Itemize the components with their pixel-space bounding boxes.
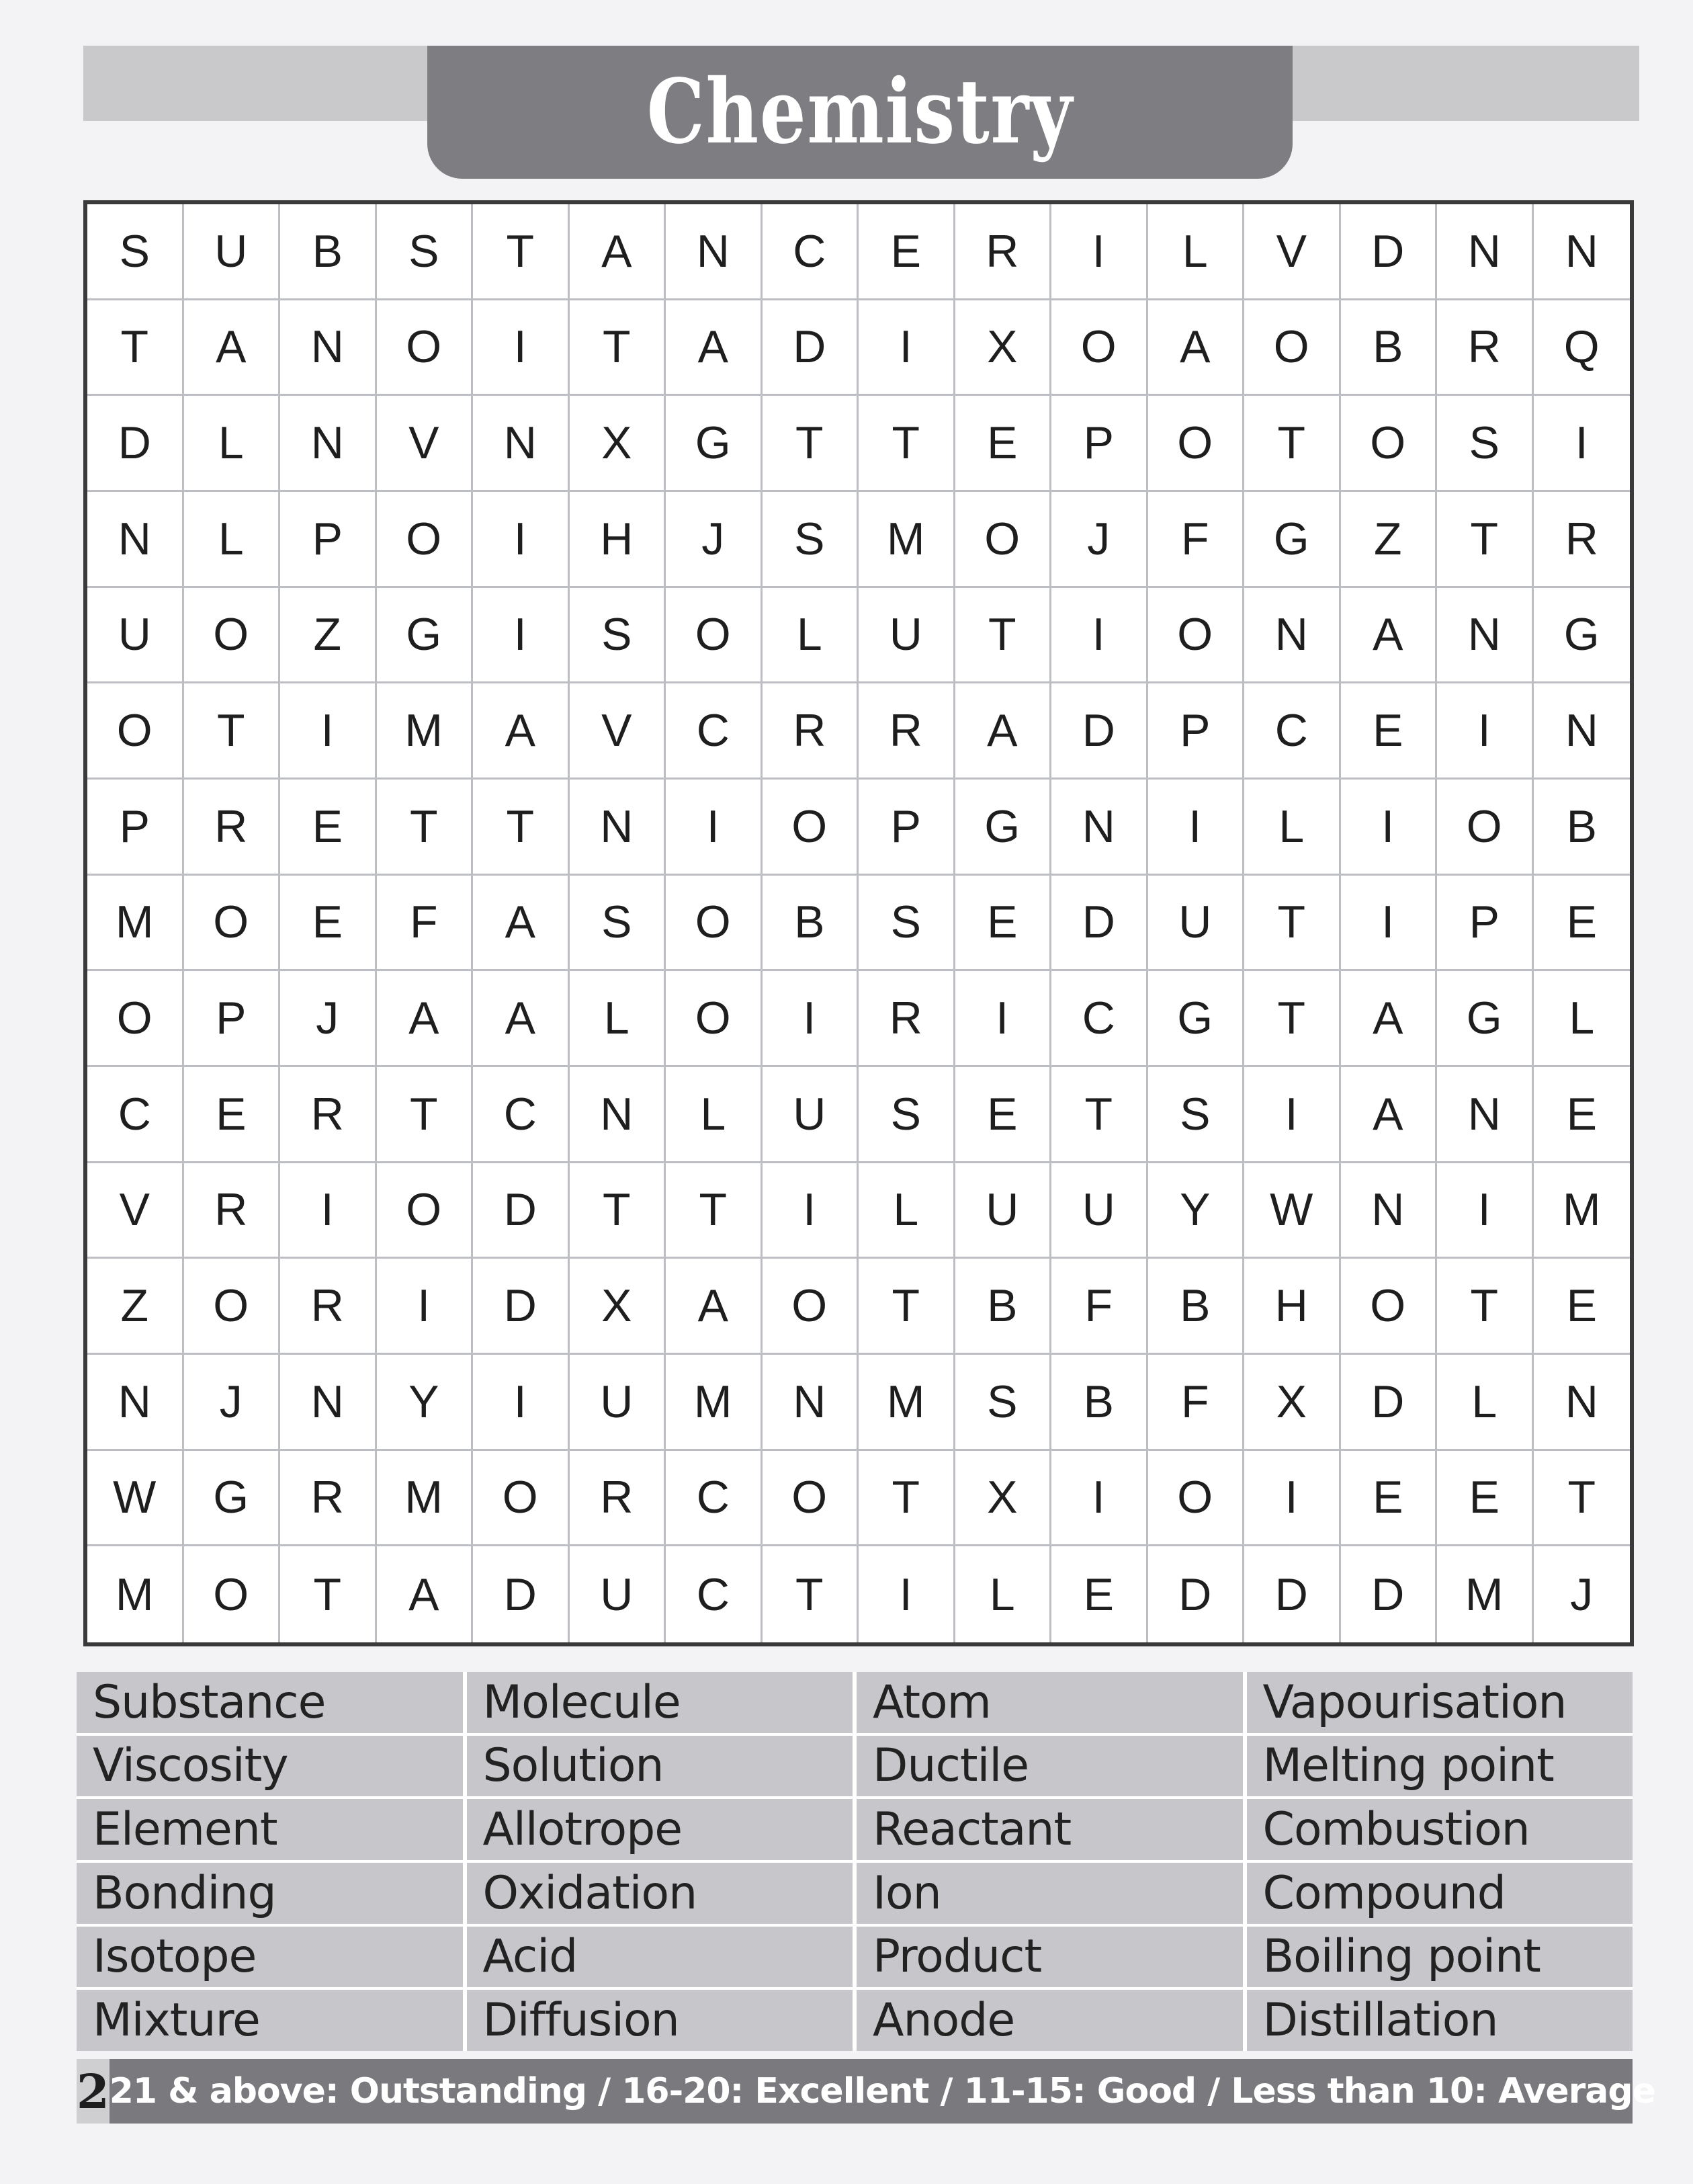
grid-cell[interactable]: L	[1148, 204, 1245, 300]
grid-cell[interactable]: O	[1148, 588, 1245, 684]
grid-cell[interactable]: J	[666, 492, 763, 588]
grid-cell[interactable]: N	[1437, 204, 1534, 300]
grid-cell[interactable]: I	[1341, 876, 1438, 972]
grid-cell[interactable]: O	[763, 1451, 859, 1547]
grid-cell[interactable]: O	[184, 1259, 281, 1355]
grid-cell[interactable]: O	[1341, 396, 1438, 492]
grid-cell[interactable]: S	[1148, 1067, 1245, 1163]
scoring-guide: 21 & above: Outstanding / 16-20: Excellent / 11-15: Good / Less than 10: Average	[109, 2071, 1655, 2111]
grid-cell[interactable]: O	[1148, 396, 1245, 492]
grid-cell[interactable]: C	[1051, 971, 1148, 1067]
grid-cell[interactable]: D	[1341, 1546, 1438, 1642]
grid-cell[interactable]: N	[570, 1067, 666, 1163]
grid-cell[interactable]: T	[570, 300, 666, 396]
grid-cell[interactable]: A	[955, 683, 1052, 780]
grid-cell[interactable]: Z	[280, 588, 377, 684]
footer-bar	[77, 2059, 1655, 2124]
word-list-item: Distillation	[1247, 1990, 1633, 2051]
grid-cell[interactable]: J	[1570, 1568, 1594, 1620]
grid-cell[interactable]: T	[570, 1163, 666, 1259]
grid-cell[interactable]: D	[87, 396, 184, 492]
grid-cell[interactable]: D	[473, 1259, 570, 1355]
grid-cell[interactable]: A	[1148, 300, 1245, 396]
grid-cell[interactable]: N	[570, 780, 666, 876]
grid-cell[interactable]: I	[1437, 1163, 1534, 1259]
word-list-item: Substance	[77, 1672, 463, 1733]
grid-cell[interactable]: O	[666, 876, 763, 972]
grid-cell[interactable]: J	[184, 1355, 281, 1451]
grid-cell[interactable]: U	[570, 1546, 666, 1642]
grid-cell[interactable]: G	[666, 396, 763, 492]
grid-cell[interactable]: N	[280, 300, 377, 396]
grid-cell[interactable]: O	[184, 876, 281, 972]
grid-cell[interactable]: N	[1437, 1067, 1534, 1163]
grid-cell[interactable]: I	[1437, 683, 1534, 780]
word-list-item: Melting point	[1247, 1736, 1633, 1797]
grid-cell[interactable]: L	[1244, 780, 1341, 876]
grid-cell[interactable]: N	[473, 396, 570, 492]
grid-cell[interactable]: T	[859, 396, 955, 492]
grid-cell[interactable]: T	[1051, 1067, 1148, 1163]
grid-cell[interactable]: I	[859, 300, 955, 396]
grid-cell[interactable]: U	[87, 588, 184, 684]
grid-cell[interactable]: B	[763, 876, 859, 972]
grid-cell[interactable]: I	[473, 588, 570, 684]
grid-cell[interactable]: E	[184, 1067, 281, 1163]
grid-cell[interactable]: D	[1148, 1546, 1245, 1642]
grid-cell[interactable]: I	[763, 1163, 859, 1259]
grid-cell[interactable]: U	[955, 1163, 1052, 1259]
grid-cell[interactable]: O	[666, 588, 763, 684]
grid-cell[interactable]: T	[377, 780, 474, 876]
grid-cell[interactable]: G	[955, 780, 1052, 876]
grid-cell[interactable]: S	[87, 204, 184, 300]
grid-cell[interactable]: A	[570, 204, 666, 300]
grid-cell[interactable]: B	[1051, 1355, 1148, 1451]
grid-cell[interactable]: N	[763, 1355, 859, 1451]
grid-cell[interactable]: P	[280, 492, 377, 588]
grid-cell[interactable]: I	[1051, 588, 1148, 684]
page-number: 2	[77, 2059, 110, 2124]
word-list-item: Viscosity	[77, 1736, 463, 1797]
grid-cell[interactable]: P	[87, 780, 184, 876]
grid-cell[interactable]: G	[1437, 971, 1534, 1067]
grid-cell[interactable]: E	[1341, 1451, 1438, 1547]
grid-cell[interactable]: O	[377, 300, 474, 396]
grid-cell[interactable]: X	[570, 1259, 666, 1355]
grid-cell[interactable]: T	[763, 1546, 859, 1642]
grid-cell[interactable]: I	[1244, 1067, 1341, 1163]
grid-cell[interactable]: Q	[1534, 300, 1631, 396]
grid-cell[interactable]: T	[666, 1163, 763, 1259]
grid-cell[interactable]: L	[955, 1546, 1052, 1642]
grid-cell[interactable]: I	[1244, 1451, 1341, 1547]
grid-cell[interactable]: M	[859, 492, 955, 588]
grid-cell[interactable]: T	[1437, 1259, 1534, 1355]
grid-cell[interactable]: D	[763, 300, 859, 396]
grid-cell[interactable]: A	[1341, 1067, 1438, 1163]
grid-cell[interactable]: L	[763, 588, 859, 684]
grid-cell[interactable]: Y	[1148, 1163, 1245, 1259]
grid-cell[interactable]: O	[377, 1163, 474, 1259]
grid-cell[interactable]: O	[473, 1451, 570, 1547]
grid-cell[interactable]: D	[1051, 876, 1148, 972]
grid-cell[interactable]: V	[87, 1163, 184, 1259]
grid-cell[interactable]: E	[955, 1067, 1052, 1163]
grid-cell[interactable]: B	[1148, 1259, 1245, 1355]
word-list-item: Ductile	[857, 1736, 1243, 1797]
grid-cell[interactable]: G	[377, 588, 474, 684]
grid-cell[interactable]: D	[1341, 204, 1438, 300]
grid-cell[interactable]: D	[473, 1546, 570, 1642]
grid-cell[interactable]: S	[1437, 396, 1534, 492]
grid-cell[interactable]: N	[1244, 588, 1341, 684]
grid-cell[interactable]: T	[763, 396, 859, 492]
word-list-item: Allotrope	[467, 1799, 853, 1860]
grid-cell[interactable]: O	[1051, 300, 1148, 396]
grid-cell[interactable]: R	[955, 204, 1052, 300]
grid-cell[interactable]: R	[280, 1259, 377, 1355]
grid-cell[interactable]: C	[87, 1067, 184, 1163]
grid-cell[interactable]: I	[666, 780, 763, 876]
grid-cell[interactable]: S	[763, 492, 859, 588]
grid-cell[interactable]: O	[1148, 1451, 1245, 1547]
grid-cell[interactable]: E	[859, 204, 955, 300]
grid-cell[interactable]: V	[377, 396, 474, 492]
grid-cell[interactable]: H	[1244, 1259, 1341, 1355]
grid-cell[interactable]: I	[280, 683, 377, 780]
grid-cell[interactable]: M	[1534, 1163, 1631, 1259]
grid-cell[interactable]: R	[280, 1451, 377, 1547]
grid-cell[interactable]: M	[666, 1355, 763, 1451]
grid-cell[interactable]: B	[280, 204, 377, 300]
grid-cell[interactable]: M	[87, 1546, 184, 1642]
word-list-item: Anode	[857, 1990, 1243, 2051]
grid-cell[interactable]: P	[1437, 876, 1534, 972]
grid-cell[interactable]: A	[473, 971, 570, 1067]
grid-cell[interactable]: E	[1534, 876, 1631, 972]
grid-cell[interactable]: O	[955, 492, 1052, 588]
grid-cell[interactable]: I	[280, 1163, 377, 1259]
grid-cell[interactable]: I	[1534, 396, 1631, 492]
grid-cell[interactable]: I	[473, 1355, 570, 1451]
grid-cell[interactable]: P	[859, 780, 955, 876]
grid-cell[interactable]: H	[570, 492, 666, 588]
grid-cell[interactable]: T	[859, 1451, 955, 1547]
grid-cell[interactable]: C	[666, 1451, 763, 1547]
grid-cell[interactable]: U	[570, 1355, 666, 1451]
grid-cell[interactable]: M	[859, 1355, 955, 1451]
word-list-item: Vapourisation	[1247, 1672, 1633, 1733]
grid-cell[interactable]: R	[763, 683, 859, 780]
grid-cell[interactable]: D	[1244, 1546, 1341, 1642]
word-list-item: Isotope	[77, 1927, 463, 1988]
grid-cell[interactable]: U	[1148, 876, 1245, 972]
grid-cell[interactable]: T	[473, 780, 570, 876]
grid-cell[interactable]: F	[1148, 1355, 1245, 1451]
grid-cell[interactable]: G	[184, 1451, 281, 1547]
grid-cell[interactable]: D	[1341, 1355, 1438, 1451]
grid-cell[interactable]: Z	[1341, 492, 1438, 588]
grid-cell[interactable]: M	[377, 1451, 474, 1547]
grid-cell[interactable]: U	[184, 204, 281, 300]
title-tab	[427, 46, 1293, 179]
grid-cell[interactable]: N	[1051, 780, 1148, 876]
grid-cell[interactable]: R	[1437, 300, 1534, 396]
grid-cell[interactable]: L	[666, 1067, 763, 1163]
grid-cell[interactable]: T	[859, 1259, 955, 1355]
grid-cell[interactable]: E	[1534, 1067, 1631, 1163]
grid-cell[interactable]: G	[1148, 971, 1245, 1067]
grid-cell[interactable]: O	[184, 588, 281, 684]
word-list-item: Compound	[1247, 1863, 1633, 1924]
grid-cell[interactable]: N	[280, 396, 377, 492]
grid-cell[interactable]: X	[955, 300, 1052, 396]
grid-cell[interactable]: B	[1341, 300, 1438, 396]
grid-cell[interactable]: I	[1051, 1451, 1148, 1547]
grid-cell[interactable]: S	[859, 876, 955, 972]
grid-cell[interactable]: S	[377, 204, 474, 300]
grid-cell[interactable]: N	[666, 204, 763, 300]
grid-cell[interactable]: Y	[377, 1355, 474, 1451]
grid-cell[interactable]: J	[1051, 492, 1148, 588]
grid-cell[interactable]: N	[280, 1355, 377, 1451]
grid-cell[interactable]: J	[280, 971, 377, 1067]
grid-cell[interactable]: N	[1534, 204, 1631, 300]
grid-cell[interactable]: T	[377, 1067, 474, 1163]
grid-cell[interactable]: T	[1244, 396, 1341, 492]
grid-cell[interactable]: C	[1244, 683, 1341, 780]
grid-cell[interactable]: D	[473, 1163, 570, 1259]
grid-cell[interactable]: S	[859, 1067, 955, 1163]
grid-cell[interactable]: C	[763, 204, 859, 300]
grid-cell[interactable]: N	[1534, 1355, 1631, 1451]
grid-cell[interactable]: T	[280, 1546, 377, 1642]
word-list-item: Ion	[857, 1863, 1243, 1924]
word-search-grid	[83, 200, 1634, 1646]
word-list-item: Mixture	[77, 1990, 463, 2051]
grid-cell[interactable]: N	[1437, 588, 1534, 684]
word-list-item: Product	[857, 1927, 1243, 1988]
grid-cell[interactable]: T	[87, 300, 184, 396]
word-list-item: Oxidation	[467, 1863, 853, 1924]
grid-cell[interactable]: S	[570, 588, 666, 684]
grid-cell[interactable]: I	[1341, 780, 1438, 876]
grid-cell[interactable]: A	[1341, 971, 1438, 1067]
grid-cell[interactable]: I	[473, 492, 570, 588]
grid-cell[interactable]: O	[377, 492, 474, 588]
grid-cell[interactable]: U	[763, 1067, 859, 1163]
grid-cell[interactable]: I	[955, 971, 1052, 1067]
grid-cell[interactable]: T	[1534, 1451, 1631, 1547]
grid-cell[interactable]: A	[666, 1259, 763, 1355]
word-list-item: Reactant	[857, 1799, 1243, 1860]
grid-cell[interactable]: I	[859, 1546, 955, 1642]
grid-cell[interactable]: N	[87, 1355, 184, 1451]
word-list-item: Boiling point	[1247, 1927, 1633, 1988]
grid-cell[interactable]: P	[1148, 683, 1245, 780]
grid-cell[interactable]: F	[1051, 1259, 1148, 1355]
grid-cell[interactable]: A	[666, 300, 763, 396]
grid-cell[interactable]: O	[763, 780, 859, 876]
grid-cell[interactable]: O	[666, 971, 763, 1067]
grid-cell[interactable]: O	[184, 1546, 281, 1642]
grid-cell[interactable]: Z	[87, 1259, 184, 1355]
grid-cell[interactable]: N	[1341, 1163, 1438, 1259]
grid-cell[interactable]: X	[1244, 1355, 1341, 1451]
grid-cell[interactable]: T	[1437, 492, 1534, 588]
grid-cell[interactable]: L	[184, 492, 281, 588]
grid-cell[interactable]: P	[1051, 396, 1148, 492]
grid-cell[interactable]: V	[1244, 204, 1341, 300]
grid-cell[interactable]: X	[570, 396, 666, 492]
grid-cell[interactable]: N	[87, 492, 184, 588]
word-list-item: Acid	[467, 1927, 853, 1988]
grid-cell[interactable]: B	[955, 1259, 1052, 1355]
grid-cell[interactable]: O	[1244, 300, 1341, 396]
word-list	[77, 1672, 1633, 2051]
grid-cell[interactable]: A	[473, 876, 570, 972]
grid-cell[interactable]: W	[87, 1451, 184, 1547]
grid-cell[interactable]: E	[955, 396, 1052, 492]
grid-cell[interactable]: E	[955, 876, 1052, 972]
grid-cell[interactable]: R	[280, 1067, 377, 1163]
grid-cell[interactable]: U	[1051, 1163, 1148, 1259]
grid-cell[interactable]: R	[859, 683, 955, 780]
grid-cell[interactable]: E	[280, 780, 377, 876]
grid-cell[interactable]: R	[570, 1451, 666, 1547]
page-title: Chemistry	[646, 60, 1074, 164]
word-list-item: Atom	[857, 1672, 1243, 1733]
grid-cell[interactable]: L	[184, 396, 281, 492]
grid-cell[interactable]: S	[955, 1355, 1052, 1451]
grid-cell[interactable]: A	[377, 1546, 474, 1642]
grid-cell[interactable]: E	[1341, 683, 1438, 780]
grid-cell[interactable]: R	[859, 971, 955, 1067]
grid-cell[interactable]: O	[1437, 780, 1534, 876]
grid-cell[interactable]: R	[1534, 492, 1631, 588]
grid-cell[interactable]: O	[1341, 1259, 1438, 1355]
grid-cell[interactable]: O	[763, 1259, 859, 1355]
grid-cell[interactable]: V	[570, 683, 666, 780]
grid-cell[interactable]: M	[87, 876, 184, 972]
grid-cell[interactable]: W	[1244, 1163, 1341, 1259]
grid-cell[interactable]: E	[1051, 1546, 1148, 1642]
grid-cell[interactable]: S	[570, 876, 666, 972]
grid-cell[interactable]: L	[570, 971, 666, 1067]
grid-cell[interactable]: A	[377, 971, 474, 1067]
grid-cell[interactable]: I	[1148, 780, 1245, 876]
grid-cell[interactable]: G	[1244, 492, 1341, 588]
grid-cell[interactable]: B	[1534, 780, 1631, 876]
grid-cell[interactable]: T	[955, 588, 1052, 684]
grid-cell[interactable]: P	[184, 971, 281, 1067]
grid-cell[interactable]: I	[763, 971, 859, 1067]
grid-cell[interactable]: X	[955, 1451, 1052, 1547]
grid-cell[interactable]: N	[1534, 683, 1631, 780]
word-list-item: Combustion	[1247, 1799, 1633, 1860]
word-list-item: Bonding	[77, 1863, 463, 1924]
grid-cell[interactable]: O	[87, 971, 184, 1067]
word-list-item: Element	[77, 1799, 463, 1860]
grid-cell[interactable]: R	[184, 1163, 281, 1259]
grid-cell[interactable]: C	[666, 683, 763, 780]
grid-cell[interactable]: G	[1534, 588, 1631, 684]
grid-cell[interactable]: D	[1051, 683, 1148, 780]
grid-cell[interactable]: T	[1244, 971, 1341, 1067]
grid-cell[interactable]: F	[377, 876, 474, 972]
grid-cell[interactable]: A	[1341, 588, 1438, 684]
grid-cell[interactable]: L	[1437, 1355, 1534, 1451]
word-list-item: Solution	[467, 1736, 853, 1797]
word-list-item: Diffusion	[467, 1990, 853, 2051]
grid-cell[interactable]: I	[1051, 204, 1148, 300]
grid-cell[interactable]: L	[859, 1163, 955, 1259]
grid-cell[interactable]: I	[473, 300, 570, 396]
word-list-item: Molecule	[467, 1672, 853, 1733]
grid-cell[interactable]: A	[473, 683, 570, 780]
grid-cell[interactable]: E	[1534, 1259, 1631, 1355]
grid-cell[interactable]: L	[1534, 971, 1631, 1067]
grid-cell[interactable]: F	[1148, 492, 1245, 588]
grid-cell[interactable]: E	[1437, 1451, 1534, 1547]
grid-cell[interactable]: I	[377, 1259, 474, 1355]
grid-cell[interactable]: T	[1244, 876, 1341, 972]
grid-cell[interactable]: U	[859, 588, 955, 684]
grid-cell[interactable]: R	[184, 780, 281, 876]
grid-cell[interactable]: M	[377, 683, 474, 780]
grid-cell[interactable]: M	[1437, 1546, 1534, 1642]
grid-cell[interactable]: O	[87, 683, 184, 780]
grid-cell[interactable]: T	[473, 204, 570, 300]
grid-cell[interactable]: T	[184, 683, 281, 780]
grid-cell[interactable]: E	[280, 876, 377, 972]
grid-cell[interactable]: A	[184, 300, 281, 396]
grid-cell[interactable]: C	[473, 1067, 570, 1163]
grid-cell[interactable]: C	[666, 1546, 763, 1642]
